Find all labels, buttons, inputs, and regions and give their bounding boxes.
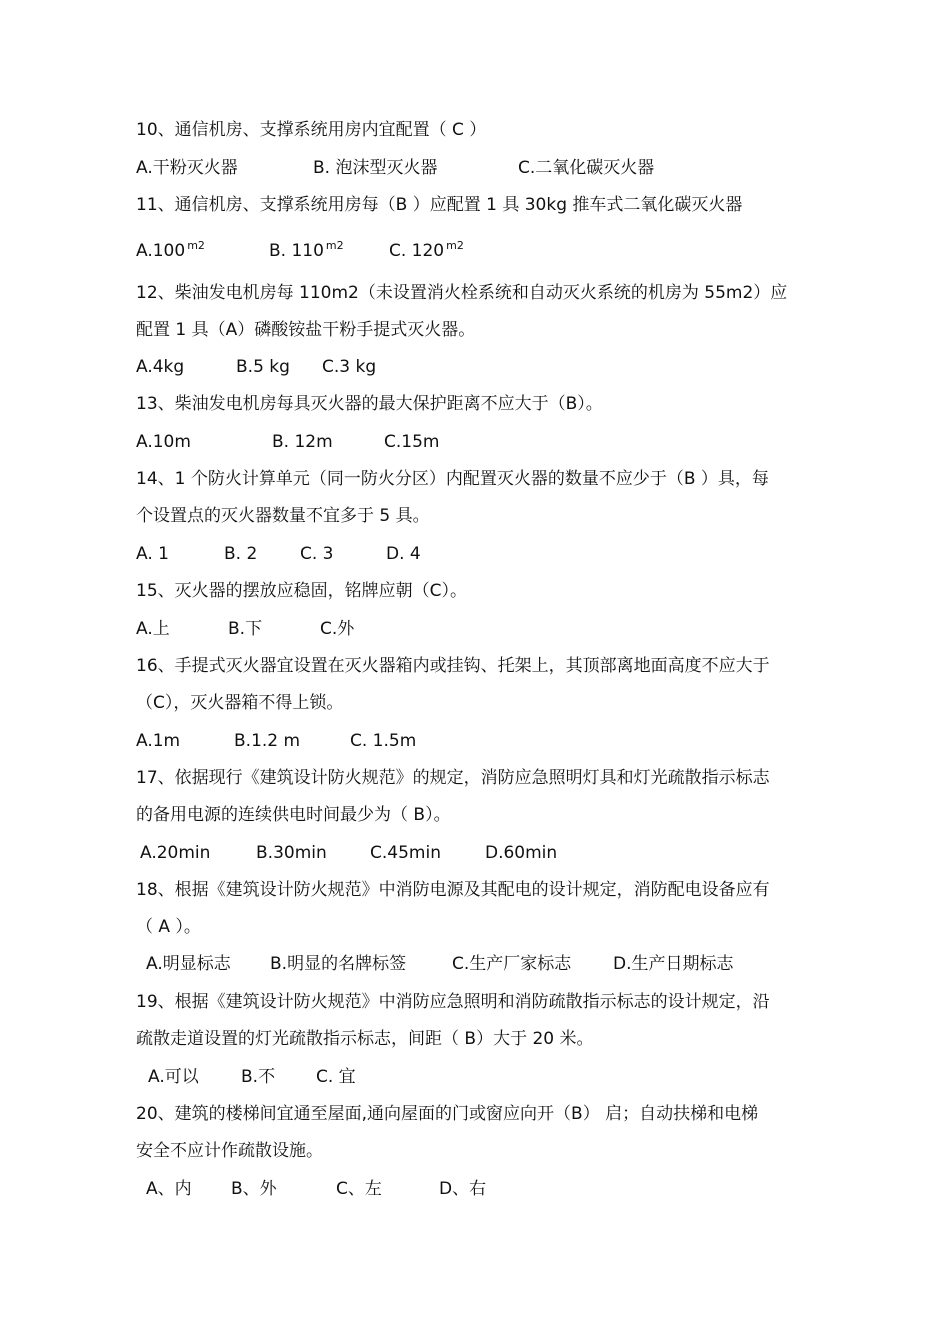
question-12-stem-line1: 12、柴油发电机房每 110m2（未设置消火栓系统和自动灭火系统的机房为 55m2）应 <box>136 283 788 303</box>
option-b: B.5 kg <box>236 357 290 377</box>
option-d: D、右 <box>439 1179 487 1199</box>
question-18-stem-line2: （ A ）。 <box>136 917 201 937</box>
option-b: B. 泡沫型灭火器 <box>313 158 438 178</box>
option-b: B、外 <box>231 1179 277 1199</box>
option-a: A.可以 <box>148 1067 199 1087</box>
question-17-stem-line1: 17、依据现行《建筑设计防火规范》的规定，消防应急照明灯具和灯光疏散指示标志 <box>136 768 770 788</box>
option-a: A.干粉灭火器 <box>136 158 238 178</box>
unit-label: m2 <box>446 239 464 252</box>
question-16-stem-line1: 16、手提式灭火器宜设置在灭火器箱内或挂钩、托架上，其顶部离地面高度不应大于 <box>136 656 770 676</box>
option-c: C.二氧化碳灭火器 <box>518 158 655 178</box>
question-19-stem-line1: 19、根据《建筑设计防火规范》中消防应急照明和消防疏散指示标志的设计规定，沿 <box>136 992 770 1012</box>
option-c: C. 1.5m <box>350 731 417 751</box>
option-b: B. 110 $^{m2}$ <box>269 239 344 261</box>
question-18-stem-line1: 18、根据《建筑设计防火规范》中消防电源及其配电的设计规定，消防配电设备应有 <box>136 880 770 900</box>
option-c: C、左 <box>336 1179 382 1199</box>
question-14-stem-line2: 个设置点的灭火器数量不宜多于 5 具。 <box>136 506 430 526</box>
option-c: C.3 kg <box>322 357 377 377</box>
question-10-stem: 10、通信机房、支撑系统用房内宜配置（ C ） <box>136 120 487 140</box>
option-b: B.1.2 m <box>234 731 301 751</box>
option-b: B. 12m <box>272 432 333 452</box>
option-b: B. 2 <box>224 544 258 564</box>
question-12-stem-line2: 配置 1 具（A）磷酸铵盐干粉手提式灭火器。 <box>136 320 476 340</box>
option-d: D.生产日期标志 <box>613 954 734 974</box>
option-a: A.20min <box>140 843 211 863</box>
option-c: C.外 <box>320 619 355 639</box>
option-d: D. 4 <box>386 544 421 564</box>
option-b: B.30min <box>256 843 327 863</box>
question-14-stem-line1: 14、1 个防火计算单元（同一防火分区）内配置灭火器的数量不应少于（B ）具，每 <box>136 469 769 489</box>
option-b: B.不 <box>241 1067 276 1087</box>
option-c: C. 宜 <box>316 1067 356 1087</box>
option-c: C.45min <box>370 843 441 863</box>
question-19-stem-line2: 疏散走道设置的灯光疏散指示标志，间距（ B）大于 20 米。 <box>136 1029 594 1049</box>
question-13-stem: 13、柴油发电机房每具灭火器的最大保护距离不应大于（B）。 <box>136 394 603 414</box>
question-20-stem-line1: 20、建筑的楼梯间宜通至屋面,通向屋面的门或窗应向开（B） 启；自动扶梯和电梯 <box>136 1104 759 1124</box>
question-17-stem-line2: 的备用电源的连续供电时间最少为（ B）。 <box>136 805 451 825</box>
option-b: B.下 <box>228 619 263 639</box>
option-d: D.60min <box>485 843 558 863</box>
unit-label: m2 <box>325 239 344 252</box>
question-15-stem: 15、灭火器的摆放应稳固，铭牌应朝（C）。 <box>136 581 468 601</box>
unit-label: m2 <box>187 239 205 252</box>
option-a: A.上 <box>136 619 170 639</box>
question-16-stem-line2: （C），灭火器箱不得上锁。 <box>136 693 344 713</box>
option-c: C.15m <box>384 432 440 452</box>
question-11-stem: 11、通信机房、支撑系统用房每（B ）应配置 1 具 30kg 推车式二氧化碳灭火器 <box>136 195 743 215</box>
option-a: A.100 $^{m2}$ <box>136 239 205 261</box>
option-a: A. 1 <box>136 544 169 564</box>
option-c: C. 3 <box>300 544 334 564</box>
option-c: C. 120 $^{m2}$ <box>389 239 464 261</box>
option-a: A、内 <box>146 1179 192 1199</box>
option-c: C.生产厂家标志 <box>452 954 572 974</box>
question-20-stem-line2: 安全不应计作疏散设施。 <box>136 1141 323 1161</box>
option-a: A.明显标志 <box>146 954 231 974</box>
option-a: A.10m <box>136 432 191 452</box>
option-a: A.1m <box>136 731 181 751</box>
option-a: A.4kg <box>136 357 185 377</box>
option-b: B.明显的名牌标签 <box>270 954 407 974</box>
